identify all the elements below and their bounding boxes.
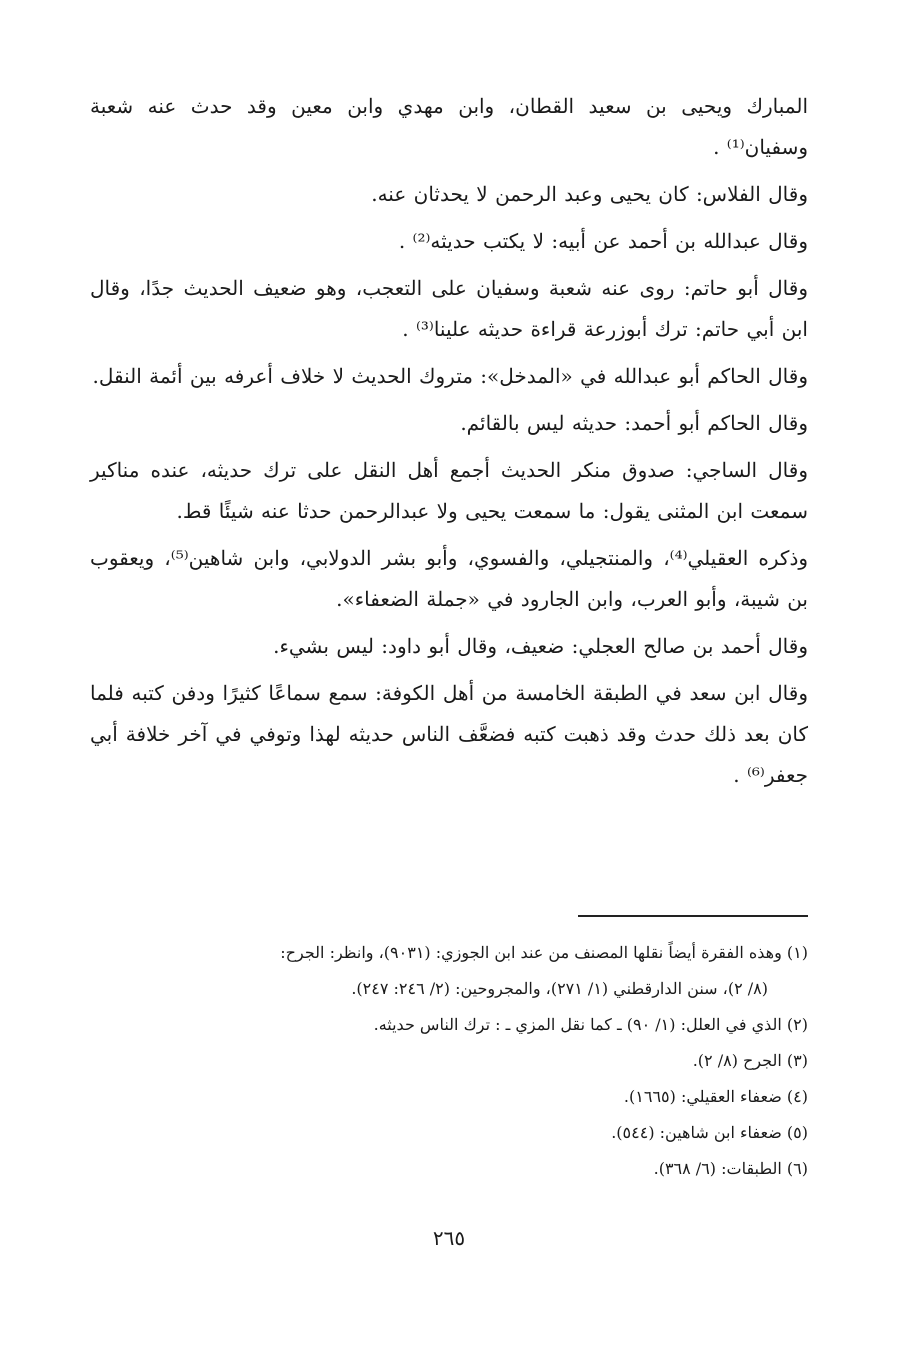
footnotes <box>90 935 808 1187</box>
page-number: ٢٦٥ <box>432 1226 466 1250</box>
main-text <box>90 86 808 802</box>
paragraph-7: وقال الساجي: صدوق منكر الحديث أجمع أهل النقل على ترك حديثه، عنده مناكير سمعت ابن المثنى يقول: ما سمعت يحيى ولا عبدالرحمن حدثا عنه شيئًا قط. <box>90 458 808 523</box>
paragraph-2: وقال الفلاس: كان يحيى وعبد الرحمن لا يحدثان عنه. <box>371 182 808 206</box>
paragraph-5: وقال الحاكم أبو عبدالله في «المدخل»: متروك الحديث لا خلاف أعرفه بين أئمة النقل. <box>92 364 808 388</box>
footnote-2: (٢) الذي في العلل: (١/ ٩٠) ـ كما نقل المزي ـ : ترك الناس حديثه. <box>373 1015 808 1034</box>
footnote-4: (٤) ضعفاء العقيلي: (١٦٦٥). <box>623 1087 808 1106</box>
footnote-6: (٦) الطبقات: (٦/ ٣٦٨). <box>653 1159 808 1178</box>
footnote-1-continuation: (٨/ ٢)، سنن الدارقطني (١/ ٢٧١)، والمجروحين: (٢/ ٢٤٦: ٢٤٧). <box>351 979 768 998</box>
paragraph-1: المبارك ويحيى بن سعيد القطان، وابن مهدي وابن معين وقد حدث عنه شعبة وسفيان⁽¹⁾ . <box>90 94 808 159</box>
paragraph-10: وقال ابن سعد في الطبقة الخامسة من أهل الكوفة: سمع سماعًا كثيرًا ودفن كتبه فلما كان بعد ذلك حدث وقد ذهبت كتبه فضعَّف الناس حديثه لهذا وتوفي في آخر خلافة أبي جعفر⁽⁶⁾ . <box>90 681 808 787</box>
paragraph-4: وقال أبو حاتم: روى عنه شعبة وسفيان على التعجب، وهو ضعيف الحديث جدًا، وقال ابن أبي حاتم: ترك أبوزرعة قراءة حديثه علينا⁽³⁾ . <box>90 276 808 341</box>
paragraph-8: وذكره العقيلي⁽⁴⁾، والمنتجيلي، والفسوي، وأبو بشر الدولابي، وابن شاهين⁽⁵⁾، ويعقوب بن شيبة، وأبو العرب، وابن الجارود في «جملة الضعفاء». <box>90 546 809 611</box>
paragraph-9: وقال أحمد بن صالح العجلي: ضعيف، وقال أبو داود: ليس بشيء. <box>273 634 808 658</box>
paragraph-6: وقال الحاكم أبو أحمد: حديثه ليس بالقائم. <box>460 411 808 435</box>
footnote-5: (٥) ضعفاء ابن شاهين: (٥٤٤). <box>611 1123 808 1142</box>
footnote-divider <box>578 915 808 917</box>
footnote-1: (١) وهذه الفقرة أيضاً نقلها المصنف من عند ابن الجوزي: (٩٠٣١)، وانظر: الجرح: <box>280 943 808 962</box>
paragraph-3: وقال عبدالله بن أحمد عن أبيه: لا يكتب حديثه⁽²⁾ . <box>398 229 808 253</box>
footnote-3: (٣) الجرح (٨/ ٢). <box>692 1051 808 1070</box>
